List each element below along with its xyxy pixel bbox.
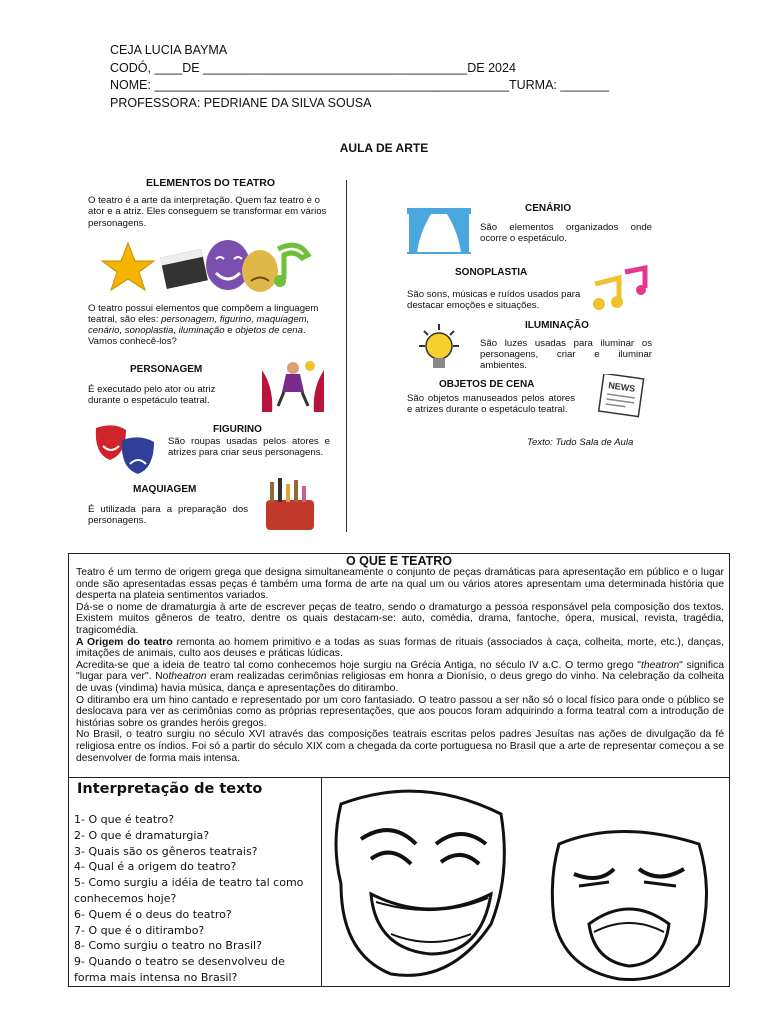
theater-masks-icon — [88, 229, 333, 303]
figurino-heading: FIGURINO — [213, 423, 262, 435]
reading-paragraph: No Brasil, o teatro surgiu no século XVI através das composições teatrais escritas pelos padres Jesuítas nas ações de divulgação da fé religiosa entre os índios. Foi só a partir do século XIX com a chegada da corte portuguesa no Brasil que a arte de representar começou a se desenvolver de forma mais intensa. — [76, 729, 724, 764]
news-label: NEWS — [607, 380, 636, 394]
objetos-heading: OBJETOS DE CENA — [439, 379, 535, 390]
reading-text — [76, 567, 724, 764]
reading-box — [68, 553, 730, 987]
curtain-icon — [407, 208, 471, 254]
cenario-text: São elementos organizados onde ocorre o espetáculo. — [480, 222, 652, 245]
divider — [321, 777, 322, 986]
question-item: 8- Como surgiu o teatro no Brasil? — [74, 939, 262, 953]
poster-elements-text: O teatro possui elementos que compõem a linguagem teatral, são eles: personagem, figurino, maquiagem, cenário, sonoplastia, iluminação e objetos de cena. Vamos conhecê-los? — [88, 302, 319, 348]
reading-paragraph: Teatro é um termo de origem grega que designa simultaneamente o conjunto de peças dramáticas para apresentação em público e o lugar onde são apresentadas essas peças é também uma forma de arte na qual um ou vários atores apresentam uma determinada história que desperta na plateia sentimentos variados. — [76, 567, 724, 602]
interpretation-heading: Interpretação de texto — [77, 781, 263, 797]
maquiagem-heading: MAQUIAGEM — [133, 483, 197, 495]
reading-heading: O QUE E TEATRO — [345, 554, 453, 568]
reading-paragraph: Acredita-se que a ideia de teatro tal como conhecemos hoje surgiu na Grécia Antiga, no século IV a.C. O termo grego "theatron" significa "lugar para ver". Notheatron eram realizadas cerimônias religiosas em honra a Dionísio, o deus grego do vinho. Na celebração da colheita de uvas (vindima) havia música, dança e apresentações do ditirambo. — [76, 659, 724, 694]
question-item: 7- O que é o ditirambo? — [74, 923, 205, 937]
laughing-face-icon — [331, 784, 511, 984]
personagem-heading: PERSONAGEM — [130, 363, 203, 375]
performer-icon — [260, 356, 326, 412]
school-name: CEJA LUCIA BAYMA — [110, 43, 228, 57]
question-item: conhecemos hoje? — [74, 891, 177, 905]
crying-face-icon — [539, 824, 719, 984]
newspaper-icon — [595, 374, 647, 418]
personagem-text: É executado pelo ator ou atriz durante o espetáculo teatral. — [88, 383, 216, 406]
teacher-line: PROFESSORA: PEDRIANE DA SILVA SOUSA — [110, 95, 372, 110]
page-title: AULA DE ARTE — [339, 141, 429, 155]
lightbulb-icon — [411, 320, 467, 380]
music-notes-icon — [591, 264, 651, 314]
reading-paragraph: A Origem do teatro remonta ao homem primitivo e a todas as suas formas de rituais (associados à caça, colheita, morte, etc.), danças, imitações de animais, culto aos deuses e práticas lúdicas. — [76, 636, 725, 660]
iluminacao-text: São luzes usadas para iluminar os personagens, criar e iluminar ambientes. — [480, 338, 652, 372]
poster-left — [88, 178, 333, 538]
city-date-line[interactable]: CODÓ, ____DE ______________________________________DE 2024 — [110, 60, 516, 75]
question-item: 2- O que é dramaturgia? — [74, 828, 210, 842]
reading-paragraph: Dá-se o nome de dramaturgia à arte de escrever peças de teatro, sendo o dramaturgo a pessoa responsável pela composição dos textos. Existem muitos gêneros de teatro, dentre os quais destacam-se: auto, comédia, drama, fantoche, ópera, musical, revista, tragédia, tragicomédia. — [76, 601, 724, 636]
poster-divider — [346, 180, 347, 532]
poster-intro: O teatro é a arte da interpretação. Quem faz teatro é o ator e a atriz. Eles conseguem se transformar em vários personagens. — [88, 195, 327, 229]
figurino-text: São roupas usadas pelos atores e atrizes para criar seus personagens. — [168, 435, 330, 458]
comedy-tragedy-masks-icon — [92, 422, 158, 480]
question-item: 4- Qual é a origem do teatro? — [74, 860, 237, 874]
sonoplastia-heading: SONOPLASTIA — [455, 267, 528, 278]
maquiagem-text: É utilizada para a preparação dos personagens. — [88, 503, 248, 526]
iluminacao-heading: ILUMINAÇÃO — [525, 320, 589, 331]
question-item: 5- Como surgiu a idéia de teatro tal como — [74, 876, 304, 890]
objetos-text: São objetos manuseados pelos atores e atrizes durante o espetáculo teatral. — [407, 393, 575, 416]
name-class-line[interactable]: NOME: ___________________________________________________TURMA: _______ — [110, 78, 610, 92]
questions-list — [74, 812, 319, 986]
sonoplastia-text: São sons, músicas e ruídos usados para destacar emoções e situações. — [407, 289, 581, 312]
poster-heading: ELEMENTOS DO TEATRO — [145, 177, 276, 189]
makeup-kit-icon — [260, 476, 322, 532]
question-item: 3- Quais são os gêneros teatrais? — [74, 844, 258, 858]
document-header — [110, 42, 609, 112]
reading-paragraph: O ditirambo era um hino cantado e representado por um coro fantasiado. O teatro passou a ser não só o local físico para onde o público se deslocava para ver as cerimônias como as próprias representações, que aos poucos foram adquirindo a forma teatral com a introdução de histórias sobre os grandes heróis gregos. — [76, 694, 724, 729]
question-item: 9- Quando o teatro se desenvolveu de — [74, 955, 285, 969]
question-item: 1- O que é teatro? — [74, 813, 175, 826]
cenario-heading: CENÁRIO — [525, 203, 572, 214]
poster-right — [405, 198, 655, 456]
divider — [69, 777, 729, 778]
poster-credit: Texto: Tudo Sala de Aula — [527, 437, 634, 448]
question-item: forma mais intensa no Brasil? — [74, 970, 238, 984]
question-item: 6- Quem é o deus do teatro? — [74, 907, 232, 921]
